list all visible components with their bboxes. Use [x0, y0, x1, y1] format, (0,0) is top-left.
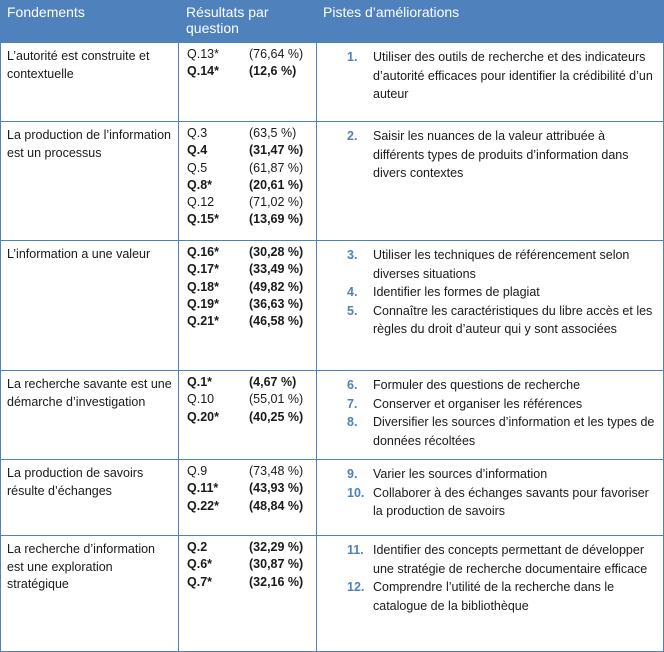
question-percentage: (36,63 %) [249, 296, 304, 311]
piste-item [347, 413, 655, 450]
piste-text: Utiliser les techniques de référencement selon diverses situations [373, 248, 630, 281]
pistes-list [317, 371, 663, 450]
question-id: Q.16* [187, 245, 219, 259]
pistes-cell [317, 536, 664, 652]
question-id: Q.13* [187, 47, 219, 61]
pistes-cell [317, 460, 664, 536]
piste-item [347, 246, 655, 283]
piste-item [347, 283, 655, 302]
table-row [1, 43, 664, 122]
header-pistes: Pistes d’améliorations [317, 1, 664, 43]
table-row [1, 122, 664, 241]
question-id: Q.4 [187, 143, 208, 158]
question-percentage: (12,6 %) [249, 64, 297, 79]
piste-text: Formuler des questions de recherche [373, 378, 581, 392]
question-percentage: (31,47 %) [249, 143, 304, 158]
question-percentage: (49,82 %) [249, 279, 304, 294]
piste-item [347, 541, 655, 578]
question-id: Q.12 [187, 195, 215, 210]
piste-number: 1. [347, 50, 358, 64]
table-row [1, 371, 664, 460]
piste-number: 7. [347, 396, 358, 411]
question-percentage: (76,64 %) [249, 47, 304, 61]
table-row [1, 460, 664, 536]
question-id: Q.3 [187, 126, 208, 140]
pistes-list [317, 460, 663, 521]
piste-text: Conserver et organiser les références [373, 396, 583, 411]
results-cell [179, 43, 317, 122]
question-percentage: (13,69 %) [249, 212, 304, 227]
piste-item [347, 465, 655, 484]
question-percentage: (40,25 %) [249, 409, 304, 424]
piste-number: 3. [347, 248, 358, 262]
piste-number: 4. [347, 285, 358, 299]
question-id: Q.18* [187, 279, 219, 294]
question-id: Q.19* [187, 296, 219, 311]
question-percentage: (30,87 %) [249, 557, 304, 572]
piste-text: Connaître les caractéristiques du libre accès et les règles du droit d’auteur qui y sont associées [373, 303, 653, 336]
pistes-cell [317, 43, 664, 122]
piste-item [347, 395, 655, 414]
results-cell [179, 371, 317, 460]
piste-text: Varier les sources d’information [373, 467, 548, 481]
piste-number: 11. [347, 543, 364, 557]
question-percentage: (32,29 %) [249, 540, 304, 554]
question-percentage: (46,58 %) [249, 314, 304, 329]
table-row [1, 241, 664, 371]
question-id: Q.2 [187, 540, 208, 554]
piste-number: 5. [347, 303, 358, 318]
piste-number: 6. [347, 378, 358, 392]
fondement-cell [1, 460, 179, 536]
results-cell [179, 122, 317, 241]
results-cell [179, 241, 317, 371]
question-percentage: (20,61 %) [249, 177, 304, 192]
question-id: Q.9 [187, 464, 208, 478]
piste-item [347, 302, 655, 339]
question-id: Q.17* [187, 262, 219, 277]
question-percentage: (30,28 %) [249, 245, 304, 259]
pistes-cell [317, 371, 664, 460]
fondement-cell [1, 241, 179, 371]
question-id: Q.10 [187, 392, 215, 407]
piste-item [347, 127, 655, 183]
table-row [1, 536, 664, 652]
question-percentage: (55,01 %) [249, 392, 304, 407]
pistes-cell [317, 241, 664, 371]
fondement-cell [1, 371, 179, 460]
fondement-text: La recherche d’information est une exploration stratégique [7, 542, 155, 591]
piste-item [347, 578, 655, 615]
fondement-cell [1, 43, 179, 122]
pistes-list [317, 241, 663, 339]
question-id: Q.20* [187, 409, 219, 424]
question-id: Q.8* [187, 177, 213, 192]
fondement-text: La recherche savante est une démarche d’investigation [7, 377, 172, 409]
fondement-text: La production de savoirs résulte d’échanges [7, 466, 144, 498]
results-cell [179, 460, 317, 536]
question-percentage: (63,5 %) [249, 126, 297, 140]
pistes-cell [317, 122, 664, 241]
piste-number: 12. [347, 580, 365, 594]
piste-text: Saisir les nuances de la valeur attribuée à différents types de produits d’information dans divers contextes [373, 129, 629, 180]
question-percentage: (71,02 %) [249, 195, 304, 210]
piste-number: 2. [347, 129, 358, 143]
pistes-list [317, 43, 663, 104]
question-id: Q.11* [187, 481, 219, 496]
question-percentage: (73,48 %) [249, 464, 304, 478]
question-percentage: (43,93 %) [249, 481, 304, 496]
question-percentage: (33,49 %) [249, 262, 304, 277]
question-id: Q.6* [187, 557, 213, 572]
question-id: Q.14* [187, 64, 219, 79]
piste-number: 8. [347, 415, 358, 429]
piste-number: 9. [347, 467, 358, 481]
piste-number: 10. [347, 485, 365, 500]
fondement-text: L’information a une valeur [7, 247, 151, 261]
question-percentage: (32,16 %) [249, 574, 304, 589]
fondement-text: L’autorité est construite et contextuelle [7, 49, 150, 81]
fondement-cell [1, 536, 179, 652]
pistes-list [317, 122, 663, 183]
piste-text: Diversifier les sources d’information et les types de données récoltées [373, 415, 655, 448]
question-percentage: (61,87 %) [249, 160, 304, 175]
fondement-text: La production de l’information est un processus [7, 128, 171, 160]
question-id: Q.22* [187, 498, 219, 513]
piste-item [347, 376, 655, 395]
question-id: Q.5 [187, 160, 208, 175]
header-row [1, 1, 664, 43]
piste-text: Identifier les formes de plagiat [373, 285, 540, 299]
question-id: Q.21* [187, 314, 219, 329]
question-percentage: (48,84 %) [249, 498, 304, 513]
piste-text: Identifier des concepts permettant de développer une stratégie de recherche documentaire efficace [373, 543, 648, 576]
question-id: Q.1* [187, 375, 213, 389]
header-fondements: Fondements [1, 1, 179, 43]
question-percentage: (4,67 %) [249, 375, 297, 389]
piste-item [347, 484, 655, 521]
piste-text: Utiliser des outils de recherche et des indicateurs d’autorité efficaces pour identifier la crédibilité d’un auteur [373, 50, 653, 101]
piste-text: Comprendre l’utilité de la recherche dans le catalogue de la bibliothèque [373, 580, 615, 613]
results-cell [179, 536, 317, 652]
question-id: Q.7* [187, 574, 213, 589]
header-resultats: Résultats par question [179, 1, 317, 43]
piste-text: Collaborer à des échanges savants pour favoriser la production de savoirs [373, 485, 649, 518]
piste-item [347, 48, 655, 104]
question-id: Q.15* [187, 212, 219, 227]
fondement-cell [1, 122, 179, 241]
pistes-list [317, 536, 663, 615]
